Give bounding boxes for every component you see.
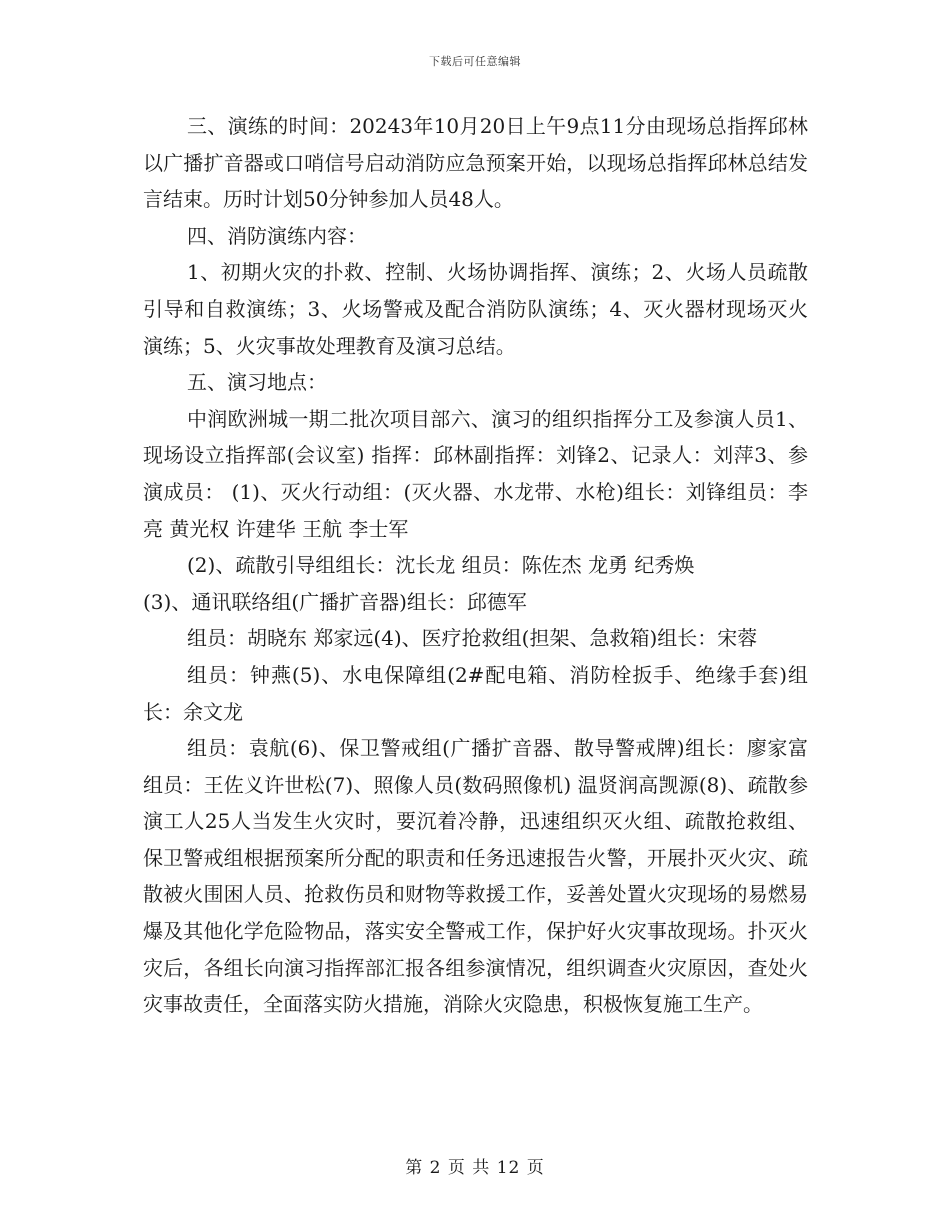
- paragraph-drill-items: 1、初期火灾的扑救、控制、火场协调指挥、演练；2、火场人员疏散引导和自救演练；3、火场警戒及配合消防队演练；4、灭火器材现场灭火演练；5、火灾事故处理教育及演习总结。: [143, 260, 808, 358]
- page-header: 下载后可任意编辑: [429, 55, 521, 68]
- paragraph-organization: 中润欧洲城一期二批次项目部六、演习的组织指挥分工及参演人员1、现场设立指挥部(会议室) 指挥：邱林副指挥：刘锋2、记录人：刘萍3、参演成员： (1)、灭火行动组：(灭火器、水龙带、水枪)组长：刘锋组员：李亮 黄光权 许建华 王航 李士军: [143, 406, 808, 541]
- paragraph-medical-group: 组员：胡晓东 郑家远(4)、医疗抢救组(担架、急救箱)组长：宋蓉: [187, 626, 758, 651]
- paragraph-communication-group: (3)、通讯联络组(广播扩音器)组长：邱德军: [143, 589, 527, 614]
- heading-drill-content: 四、消防演练内容：: [187, 223, 367, 248]
- paragraph-drill-time: 三、演练的时间：20243年10月20日上午9点11分由现场总指挥邱林以广播扩音器或口哨信号启动消防应急预案开始，以现场总指挥邱林总结发言结束。历时计划50分钟参加人员48人。: [143, 114, 808, 212]
- paragraph-security-group: 组员：袁航(6)、保卫警戒组(广播扩音器、散导警戒牌)组长：廖家富组员：王佐义许世松(7)、照像人员(数码照像机) 温贤润高觊源(8)、疏散参演工人25人当发生火灾时，要沉着冷静，迅速组织灭火组、疏散抢救组、保卫警戒组根据预案所分配的职责和任务迅速报告火警，开展扑灭火灾、疏散被火围困人员、抢救伤员和财物等救援工作，妥善处置火灾现场的易燃易爆及其他化学危险物品，落实安全警戒工作，保护好火灾事故现场。扑灭火灾后，各组长向演习指挥部汇报各组参演情况，组织调查火灾原因，查处火灾事故责任，全面落实防火措施，消除火灾隐患，积极恢复施工生产。: [143, 736, 808, 1017]
- paragraph-utility-group: 组员：钟燕(5)、水电保障组(2#配电箱、消防栓扳手、绝缘手套)组长：余文龙: [143, 662, 808, 724]
- paragraph-evacuation-group: (2)、疏散引导组组长：沈长龙 组员：陈佐杰 龙勇 纪秀焕: [187, 553, 695, 578]
- heading-drill-location: 五、演习地点：: [187, 370, 327, 395]
- page-number: 第 2 页 共 12 页: [405, 1158, 545, 1178]
- document-body: [143, 108, 808, 1023]
